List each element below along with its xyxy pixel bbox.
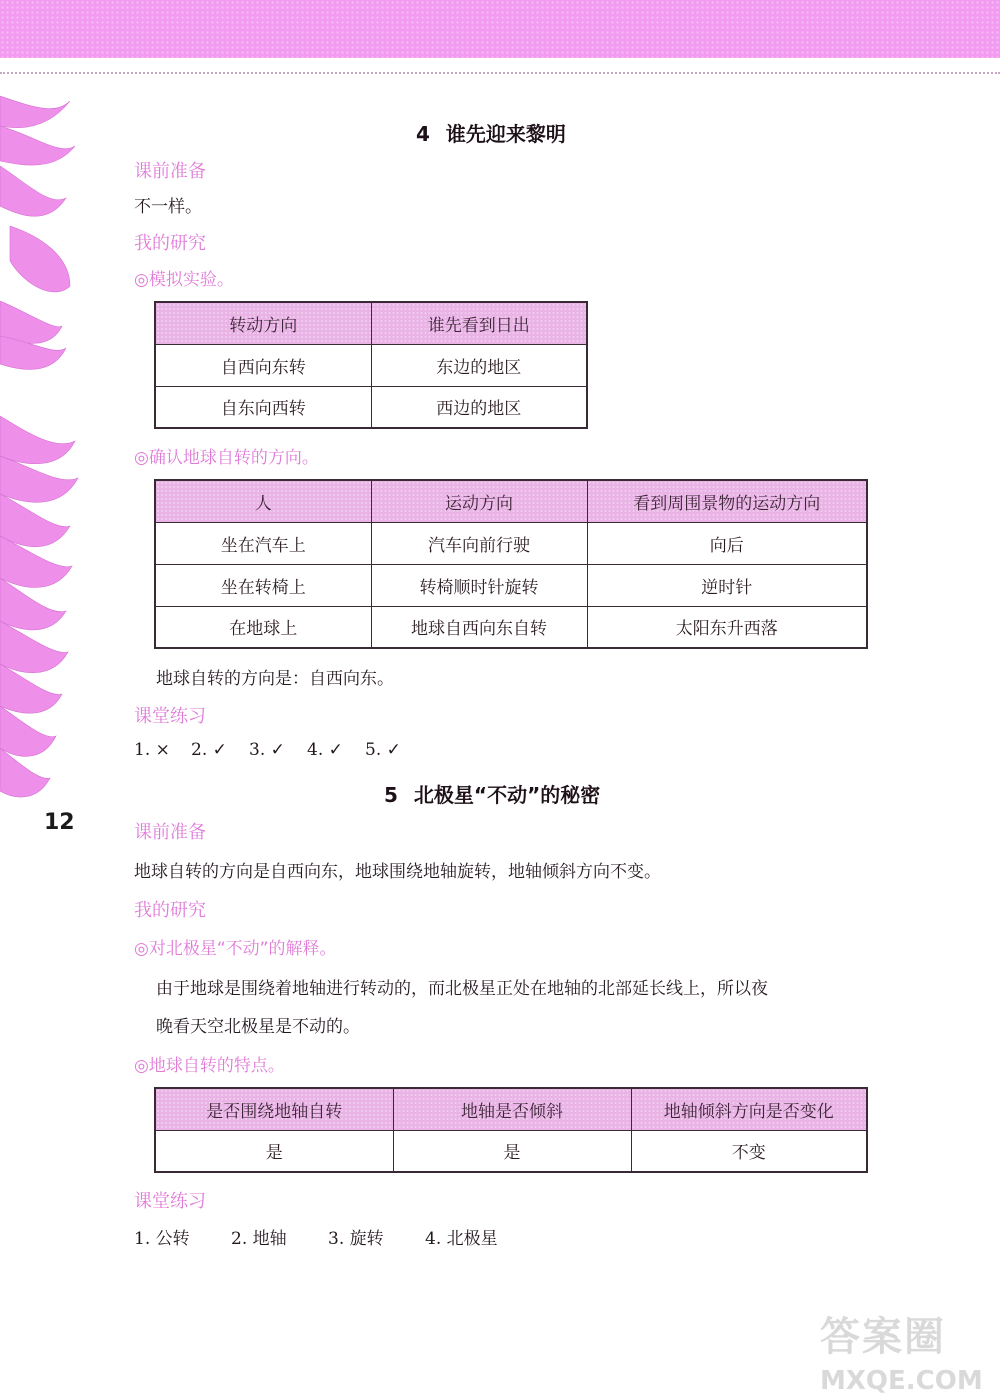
answer-item: 1. × — [134, 740, 170, 760]
lesson-4-sub-heading-1: ◎模拟实验。 — [134, 270, 234, 290]
watermark-line-1: 答案圈 — [820, 1314, 946, 1360]
table-cell: 汽车向前行驶 — [371, 522, 587, 564]
table-header-cell: 地轴是否倾斜 — [393, 1088, 631, 1130]
lesson-5-pre-class-label: 课前准备 — [134, 822, 206, 843]
lesson-4-conclusion: 地球自转的方向是：自西向东。 — [156, 669, 394, 689]
answer-item: 2. 地轴 — [231, 1229, 287, 1249]
answer-item: 5. ✓ — [365, 740, 401, 760]
table-row — [155, 1130, 867, 1172]
rotation-direction-table — [154, 301, 588, 429]
table-header-cell: 地轴倾斜方向是否变化 — [631, 1088, 867, 1130]
table-row — [155, 344, 587, 386]
table-cell: 逆时针 — [587, 564, 867, 606]
table-cell: 地球自西向东自转 — [371, 606, 587, 648]
table-header-cell: 运动方向 — [371, 480, 587, 522]
lesson-5-explanation-line-2: 晚看天空北极星是不动的。 — [156, 1017, 360, 1037]
table-cell: 自西向东转 — [155, 344, 371, 386]
answer-item: 4. ✓ — [307, 740, 343, 760]
table-cell: 东边的地区 — [371, 344, 587, 386]
table-header-cell: 人 — [155, 480, 371, 522]
lesson-4-pre-class-answer: 不一样。 — [134, 197, 202, 217]
answer-item: 3. 旋转 — [328, 1229, 384, 1249]
lesson-5-explanation-line-1: 由于地球是围绕着地轴进行转动的，而北极星正处在地轴的北部延长线上，所以夜 — [156, 979, 768, 999]
lesson-4-title-text: 谁先迎来黎明 — [445, 122, 566, 146]
lesson-5-number: 5 — [384, 783, 398, 807]
lesson-5-sub-heading-2: ◎地球自转的特点。 — [134, 1056, 285, 1076]
dotted-divider — [0, 72, 1000, 74]
table-cell: 是 — [393, 1130, 631, 1172]
rotation-features-table — [154, 1087, 868, 1173]
table-cell: 转椅顺时针旋转 — [371, 564, 587, 606]
answer-item: 4. 北极星 — [425, 1229, 498, 1249]
table-cell: 不变 — [631, 1130, 867, 1172]
lesson-5-title — [384, 779, 600, 808]
table-cell: 向后 — [587, 522, 867, 564]
lesson-5-research-label: 我的研究 — [134, 900, 206, 921]
table-cell: 自东向西转 — [155, 386, 371, 428]
lesson-4-pre-class-label: 课前准备 — [134, 161, 206, 182]
lesson-5-practice-answers — [134, 1224, 498, 1249]
table-cell: 西边的地区 — [371, 386, 587, 428]
table-row — [155, 606, 867, 648]
table-row — [155, 564, 867, 606]
page-number: 12 — [44, 810, 75, 835]
table-cell: 是 — [155, 1130, 393, 1172]
leaf-decoration — [0, 86, 86, 826]
table-header-cell: 谁先看到日出 — [371, 302, 587, 344]
lesson-4-practice-label: 课堂练习 — [134, 706, 206, 727]
table-cell: 太阳东升西落 — [587, 606, 867, 648]
earth-rotation-table — [154, 479, 868, 649]
table-cell: 坐在汽车上 — [155, 522, 371, 564]
table-row — [155, 522, 867, 564]
table-header-cell: 转动方向 — [155, 302, 371, 344]
answer-item: 2. ✓ — [191, 740, 227, 760]
table-cell: 在地球上 — [155, 606, 371, 648]
lesson-4-sub-heading-2: ◎确认地球自转的方向。 — [134, 448, 319, 468]
watermark-logo — [820, 1305, 1000, 1395]
table-row — [155, 386, 587, 428]
table-cell: 坐在转椅上 — [155, 564, 371, 606]
answer-item: 3. ✓ — [249, 740, 285, 760]
lesson-4-research-label: 我的研究 — [134, 233, 206, 254]
lesson-4-title — [416, 118, 566, 147]
lesson-5-practice-label: 课堂练习 — [134, 1191, 206, 1212]
lesson-5-sub-heading-1: ◎对北极星“不动”的解释。 — [134, 939, 337, 959]
table-header-cell: 是否围绕地轴自转 — [155, 1088, 393, 1130]
lesson-5-pre-class-answer: 地球自转的方向是自西向东，地球围绕地轴旋转，地轴倾斜方向不变。 — [134, 862, 661, 882]
lesson-4-practice-answers — [134, 740, 401, 760]
answer-item: 1. 公转 — [134, 1229, 190, 1249]
lesson-4-number: 4 — [416, 122, 430, 146]
top-decorative-band — [0, 0, 1000, 58]
watermark-line-2: MXQE.COM — [820, 1366, 983, 1396]
lesson-5-title-text: 北极星“不动”的秘密 — [413, 783, 601, 807]
table-header-cell: 看到周围景物的运动方向 — [587, 480, 867, 522]
